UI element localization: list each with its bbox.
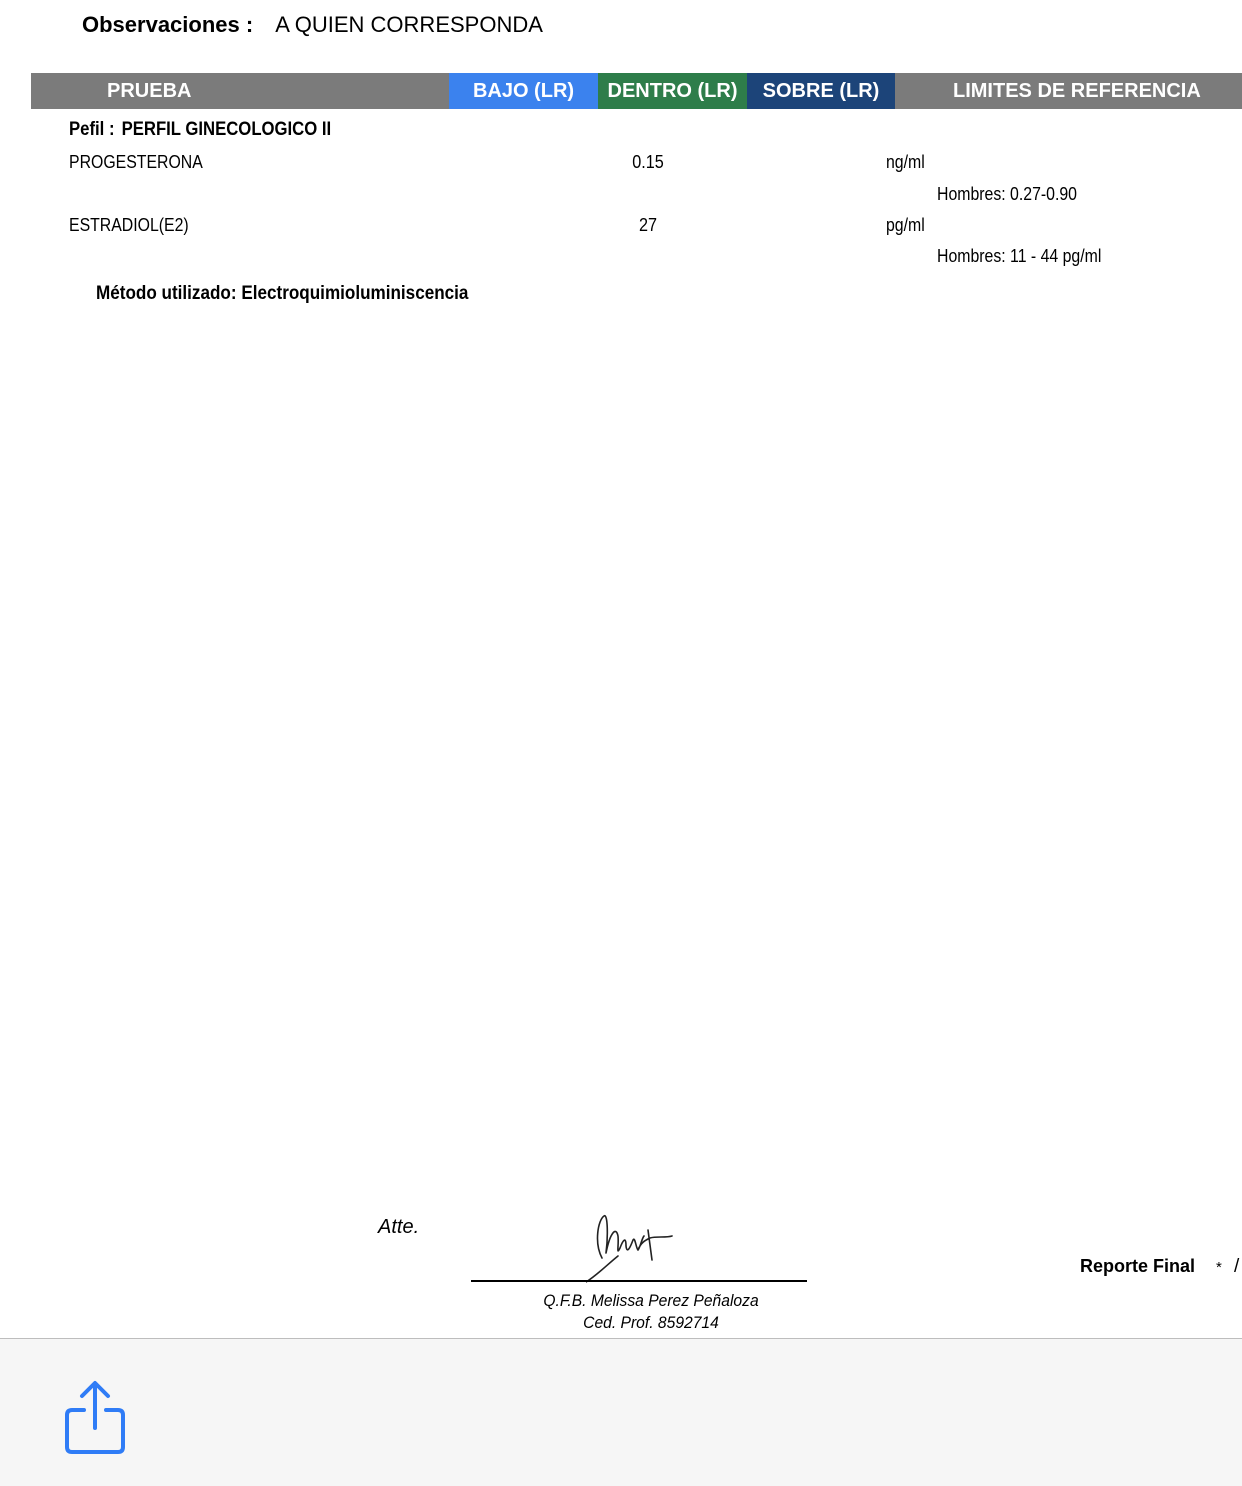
reporte-asterisk: *: [1216, 1259, 1222, 1276]
result-reference: Hombres: 0.27-0.90: [937, 184, 1078, 204]
observaciones-label: Observaciones :: [82, 12, 254, 37]
signer-name: Q.F.B. Melissa Perez Peñaloza: [543, 1291, 759, 1310]
perfil-value: PERFIL GINECOLOGICO II: [121, 119, 332, 140]
share-icon[interactable]: [64, 1380, 126, 1456]
header-limites: LIMITES DE REFERENCIA: [895, 73, 1242, 109]
observaciones-line: [82, 12, 543, 38]
bottom-toolbar: [0, 1338, 1242, 1486]
result-value: 27: [638, 215, 658, 235]
observaciones-value: A QUIEN CORRESPONDA: [275, 12, 543, 37]
signature-image: [586, 1208, 686, 1288]
perfil-label: Pefil :: [69, 119, 115, 140]
result-name: PROGESTERONA: [69, 152, 203, 172]
header-sobre: SOBRE (LR): [747, 73, 895, 109]
perfil-line: [69, 119, 331, 141]
reporte-final-label: Reporte Final: [1080, 1256, 1196, 1276]
atte-text: Atte.: [378, 1216, 420, 1238]
result-name: ESTRADIOL(E2): [69, 215, 189, 235]
reporte-slash: /: [1234, 1256, 1240, 1277]
signature-line: [471, 1280, 807, 1282]
header-bajo: BAJO (LR): [449, 73, 598, 109]
result-reference: Hombres: 11 - 44 pg/ml: [937, 246, 1102, 266]
result-unit: pg/ml: [886, 215, 925, 235]
metodo-text: Método utilizado: Electroquimioluminiscencia: [96, 283, 469, 304]
signer-cedula: Ced. Prof. 8592714: [583, 1313, 719, 1332]
header-dentro: DENTRO (LR): [598, 73, 747, 109]
result-unit: ng/ml: [886, 152, 925, 172]
header-prueba: PRUEBA: [31, 73, 449, 109]
result-value: 0.15: [632, 152, 664, 172]
